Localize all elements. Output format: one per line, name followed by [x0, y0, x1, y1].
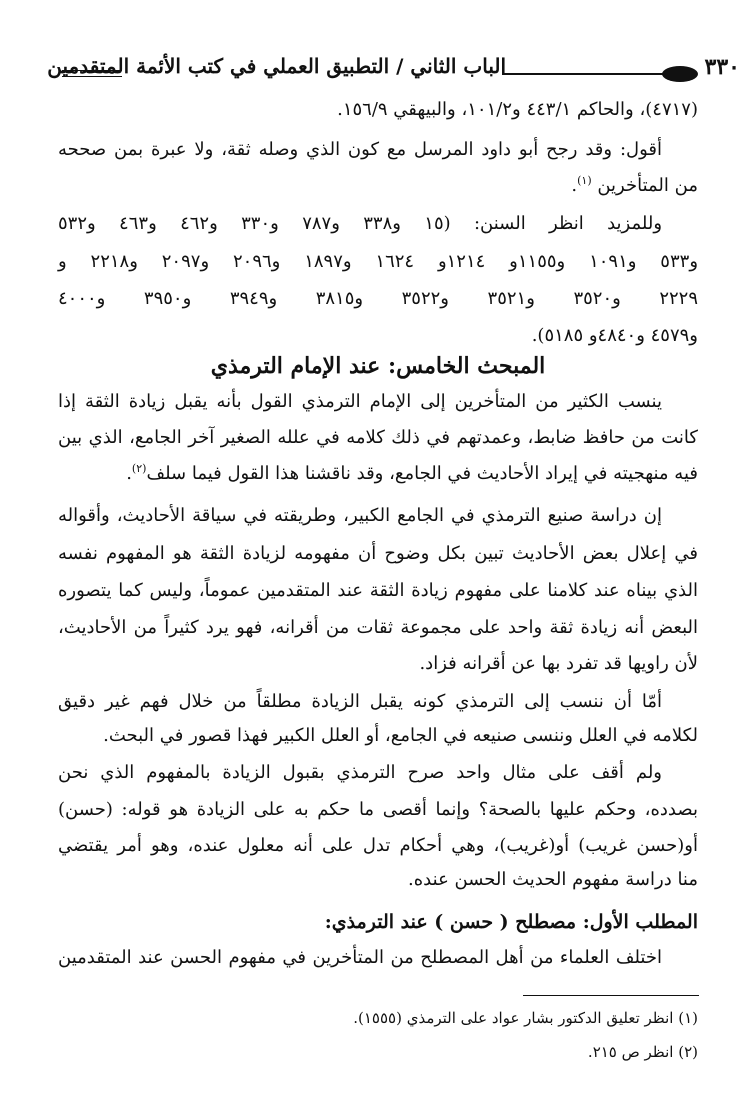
text-line: فيه منهجيته في إيراد الأحاديث في الجامع، وقد ناقشنا هذا القول فيما سلف$^{(٢)}$.	[126, 462, 698, 484]
footnote-ref: (٢)	[131, 462, 147, 475]
text-line: أمّا أن ننسب إلى الترمذي كونه يقبل الزيادة مطلقاً من خلال فهم غير دقيق	[58, 691, 662, 712]
text-line: الذي بيناه عند كلامنا على مفهوم زيادة الثقة عند المتقدمين عموماً، وليس كما يتصوره	[58, 580, 698, 601]
text-line: و٥٣٣ و١٠٩١ و١١٥٥و ١٢١٤و ١٦٢٤ و١٨٩٧ و٢٠٩٦ و٢٠٩٧ و٢٢١٨ و	[58, 251, 699, 272]
section-heading-label: المبحث الخامس:	[387, 353, 546, 379]
footnote-separator	[523, 995, 699, 996]
running-header	[47, 52, 740, 92]
text-line: في إعلال بعض الأحاديث تبين بكل وضوح أن مفهومه لزيادة الثقة هو المفهوم نفسه	[58, 543, 698, 564]
text-line: لكلامه في العلل وننسى صنيعه في الجامع، أو العلل الكبير فهذا قصور في البحث.	[103, 725, 698, 746]
text-line: وللمزيد انظر السنن: (١٥ و٣٣٨ و٧٨٧ و٣٣٠ و٤٦٢ و٤٦٣ و٥٣٢	[58, 213, 663, 234]
text-line: ولم أقف على مثال واحد صرح الترمذي بقبول الزيادة بالمفهوم الذي نحن	[58, 762, 662, 783]
text-line: كانت من حافظ ضابط، وعمدتهم في ذلك كلامه في علله الصغير آخر الجامع، الذي بين	[58, 427, 698, 448]
text-line: إن دراسة صنيع الترمذي في الجامع الكبير، وطريقته في سياقة الأحاديث، وأقواله	[58, 505, 662, 526]
footnote: (٢) انظر ص ٢١٥.	[587, 1043, 698, 1061]
header-rule	[502, 73, 668, 75]
footnote: (١) انظر تعليق الدكتور بشار عواد على الترمذي (١٥٥٥).	[353, 1009, 698, 1027]
text-line: ينسب الكثير من المتأخرين إلى الإمام الترمذي القول بأنه يقبل زيادة الثقة إذا	[58, 391, 662, 412]
header-title: الباب الثاني / التطبيق العملي في كتب الأئمة المتقدمين	[47, 54, 506, 78]
text-line: منا دراسة مفهوم الحديث الحسن عنده.	[408, 869, 698, 890]
text-line: و٤٥٧٩ و٤٨٤٠و ٥١٨٥).	[531, 325, 698, 346]
text-line: اختلف العلماء من أهل المصطلح من المتأخرين في مفهوم الحسن عند المتقدمين	[58, 947, 662, 968]
text-line: البعض أنه زيادة ثقة واحد على مجموعة ثقات من أقرانه، فهو يرد كثيراً من الأحاديث،	[58, 617, 698, 638]
text-line: لأن راويها قد تفرد بها عن أقرانه فزاد.	[419, 653, 698, 674]
text-line: أقول: وقد رجح أبو داود المرسل مع كون الذي وصله ثقة، ولا عبرة بمن صححه	[58, 139, 662, 160]
text-line: ٢٢٢٩ و٣٥٢٠ و٣٥٢١ و٣٥٢٢ و٣٨١٥ و٣٩٤٩ و٣٩٥٠ و٤٠٠٠	[58, 288, 699, 309]
page-number: ٣٣٠	[704, 54, 740, 80]
footnote-ref: (١)	[577, 174, 592, 187]
text-line: (٤٧١٧)، والحاكم ٤٤٣/١ و١٠١/٢، والبيهقي ١٥٦/٩.	[337, 99, 698, 120]
text-line: بصدده، وحكم عليها بالصحة؟ وإنما أقصى ما حكم به على الزيادة هو قوله: (حسن)	[58, 799, 698, 820]
text-line: من المتأخرين $^{(١)}$.	[571, 174, 698, 196]
text-line: أو(حسن غريب) أو(غريب)، وهي أحكام تدل على أنه معلول عنده، وهو أمر يقتضي	[58, 835, 698, 856]
section-heading-title: عند الإمام الترمذي	[210, 353, 381, 379]
section-heading	[58, 348, 698, 384]
subsection-heading: المطلب الأول: مصطلح ( حسن ) عند الترمذي:	[324, 911, 698, 933]
